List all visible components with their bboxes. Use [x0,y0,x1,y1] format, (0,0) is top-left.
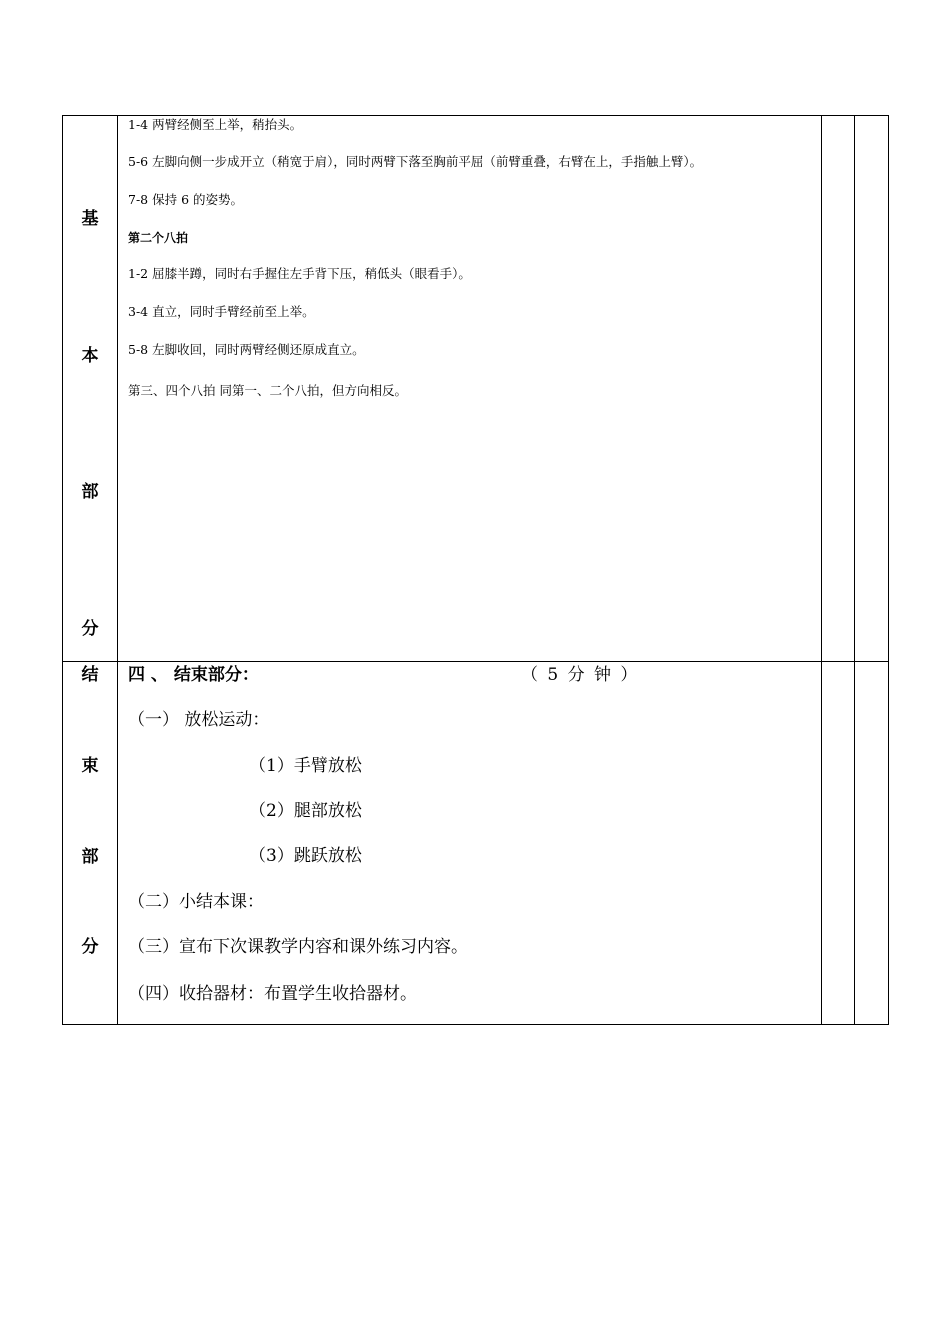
section-label-char: 基 [81,209,99,229]
content-column-divider [821,115,822,1025]
section-label-char: 束 [81,756,99,776]
subsection-heading: 第二个八拍 [128,231,189,245]
activity-subline: （2）腿部放松 [249,801,362,821]
activity-line: （一） 放松运动： [128,710,270,730]
table-left-border [62,115,63,1025]
activity-line: （三）宣布下次课教学内容和课外练习内容。 [128,937,468,957]
section-label-char: 本 [81,346,99,366]
activity-line: （二）小结本课： [128,892,264,912]
section-label-char: 分 [81,937,99,957]
section-divider [62,661,889,662]
section-label-char: 部 [81,482,99,502]
exercise-step-line: 3-4 直立，同时手臂经前至上举。 [128,304,315,319]
activity-subline: （1）手臂放松 [249,756,362,776]
exercise-step-line: 5-6 左脚向侧一步成开立（稍宽于肩），同时两臂下落至胸前平屈（前臂重叠，右臂在上，手指触上臂）。 [128,154,703,169]
exercise-step-line: 1-4 两臂经侧至上举，稍抬头。 [128,117,303,132]
extra-column-divider [854,115,855,1025]
activity-line: （四）收拾器材：布置学生收拾器材。 [128,984,417,1004]
exercise-step-line: 7-8 保持 6 的姿势。 [128,192,244,207]
table-right-border [888,115,889,1025]
section-heading: 四 、 结束部分： [128,665,259,685]
table-bottom-border [62,1024,889,1025]
section-label-char: 分 [81,619,99,639]
exercise-step-line: 第三、四个八拍 同第一、二个八拍，但方向相反。 [128,383,407,398]
section-label-char: 结 [81,665,99,685]
section-label-char: 部 [81,847,99,867]
exercise-step-line: 5-8 左脚收回，同时两臂经侧还原成直立。 [128,342,365,357]
label-column-divider [117,115,118,1025]
duration-label: （ 5 分 钟 ） [521,665,640,685]
exercise-step-line: 1-2 屈膝半蹲，同时右手握住左手背下压，稍低头（眼看手）。 [128,266,471,281]
table-top-border [62,115,889,116]
activity-subline: （3）跳跃放松 [249,846,362,866]
